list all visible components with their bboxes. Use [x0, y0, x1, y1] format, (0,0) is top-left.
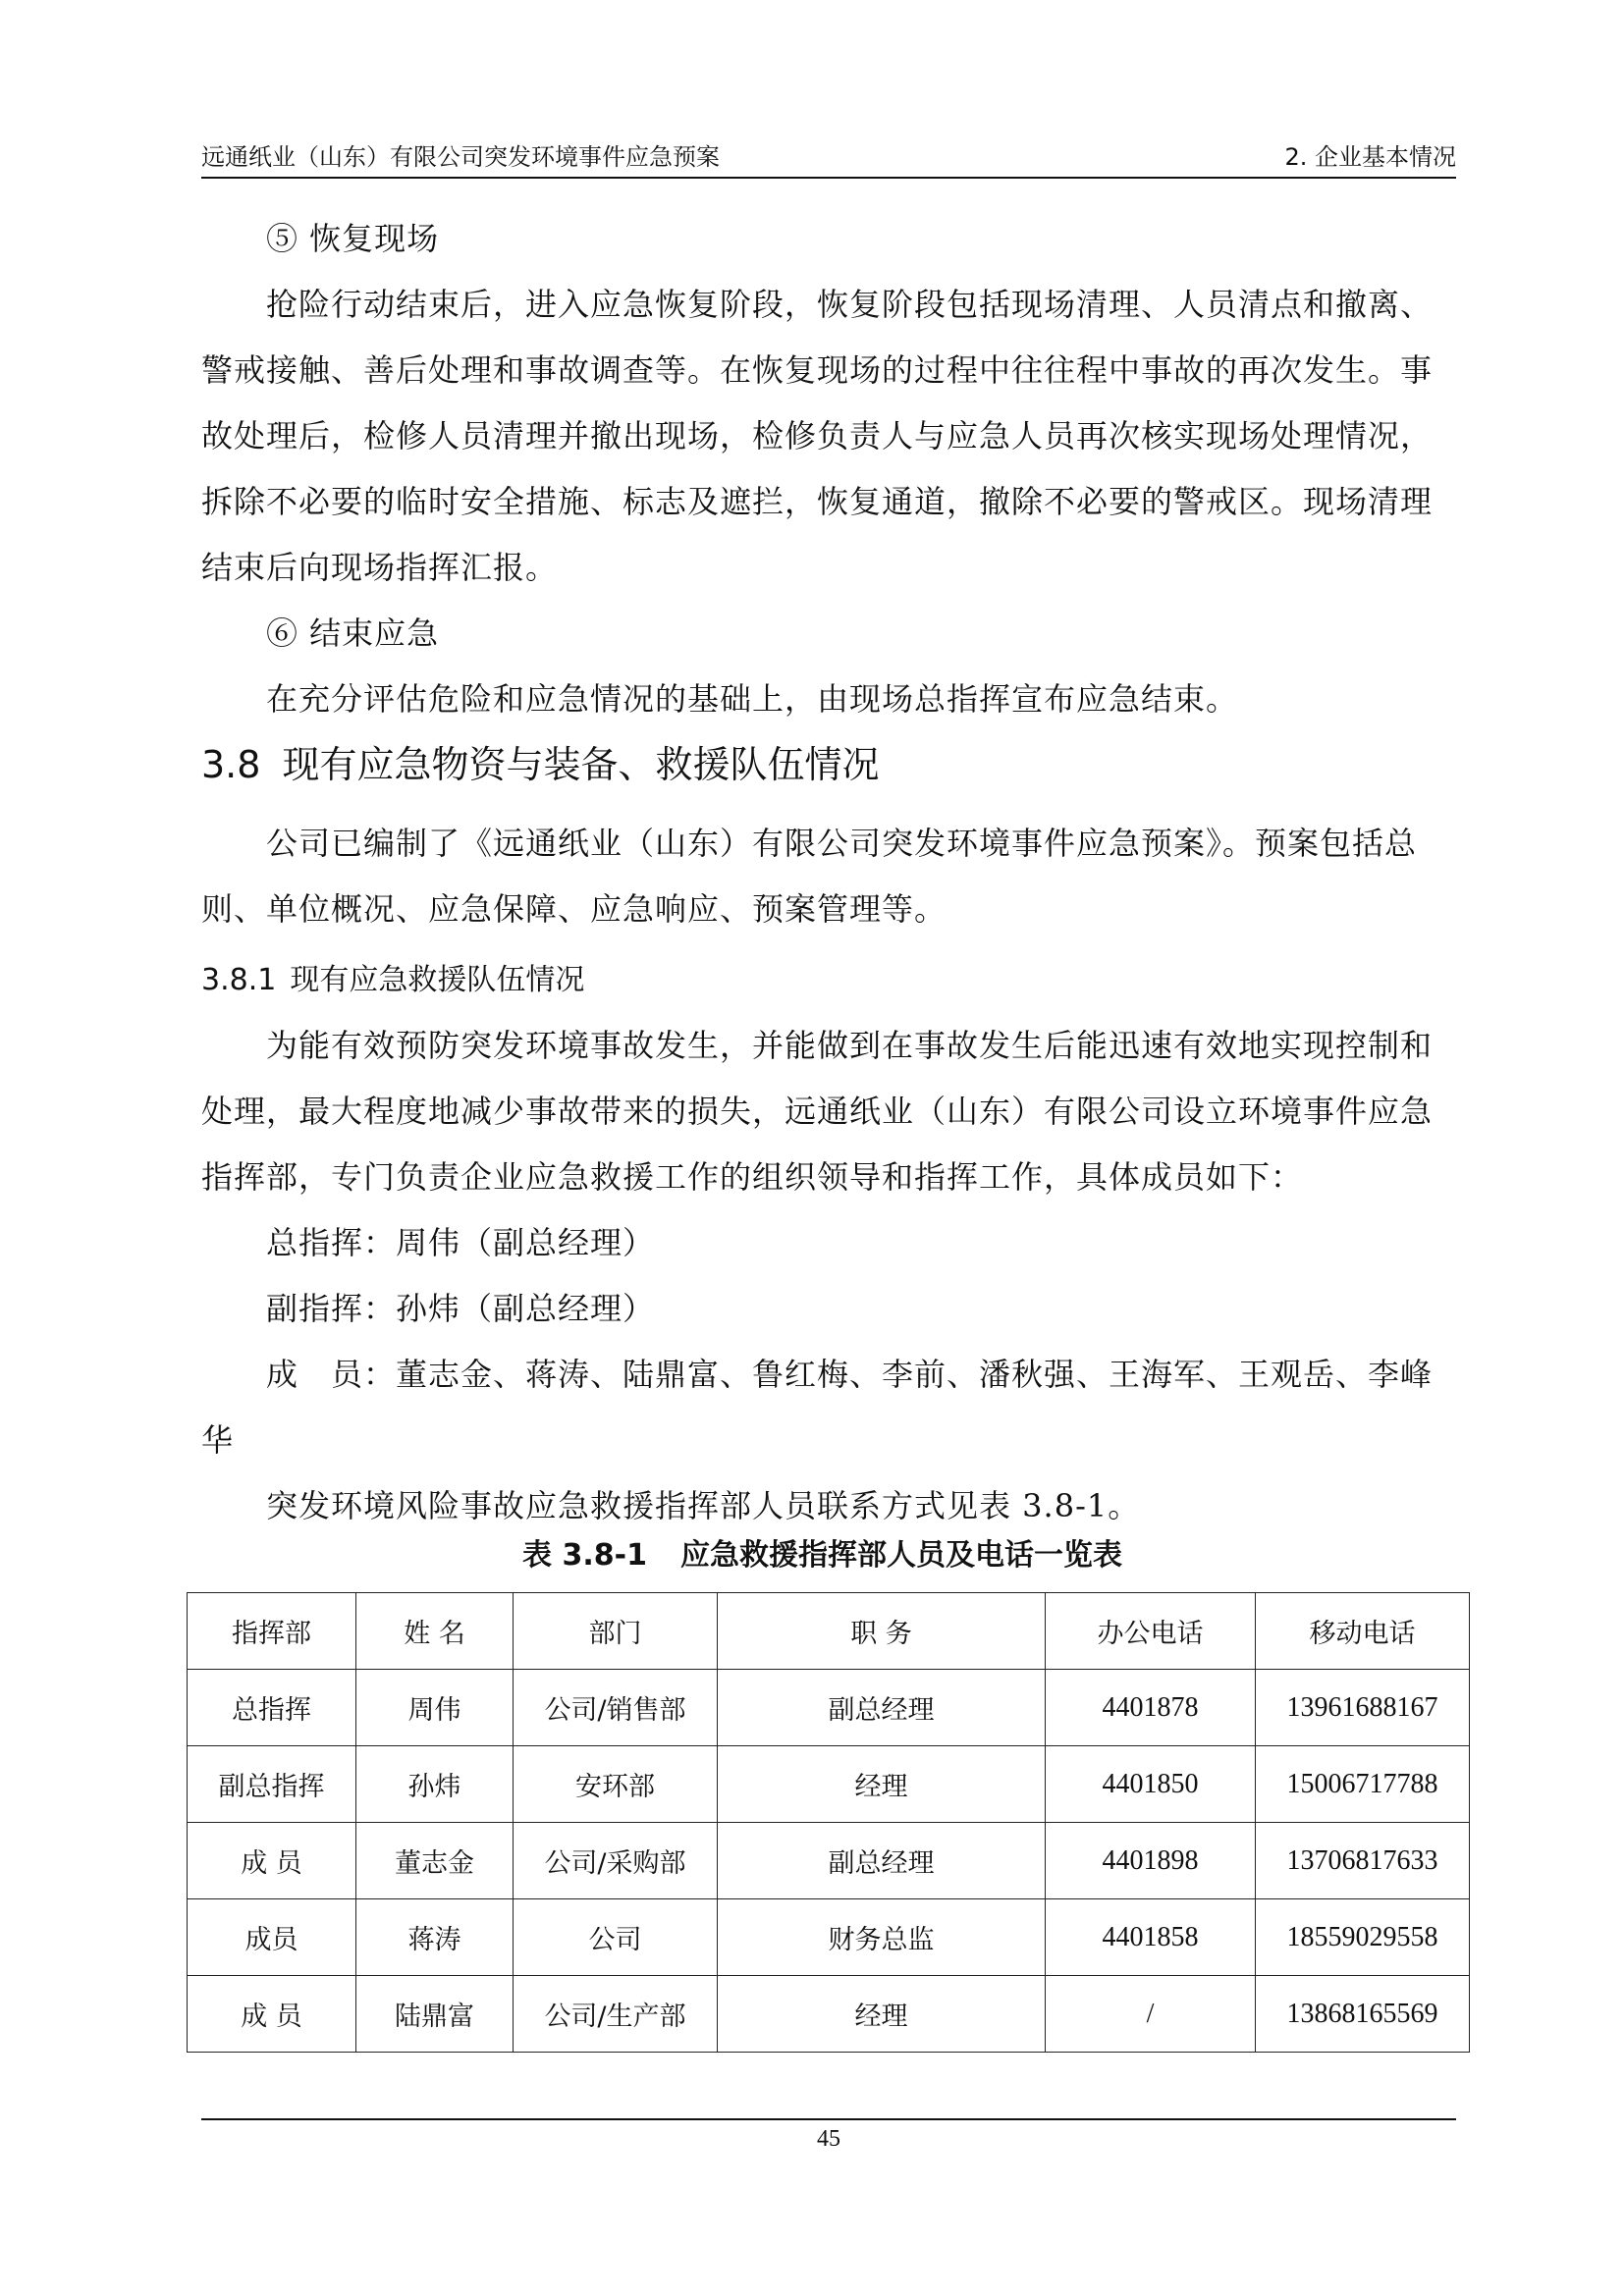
section-title: 现有应急物资与装备、救援队伍情况	[282, 743, 880, 786]
line-chief-commander: 总指挥：周伟（副总经理）	[266, 1224, 656, 1261]
contact-table	[187, 1592, 1470, 2053]
table-cell: 财务总监	[718, 1899, 1046, 1976]
table-cell: 公司/采购部	[514, 1823, 718, 1899]
table-title: 应急救援指挥部人员及电话一览表	[679, 1538, 1122, 1573]
recovery-section	[201, 206, 1443, 732]
table-cell: 副总经理	[718, 1670, 1046, 1746]
table-cell: 孙炜	[356, 1746, 514, 1823]
table-cell: 4401850	[1046, 1746, 1256, 1823]
table-cell: 周伟	[356, 1670, 514, 1746]
header-document-title: 远通纸业（山东）有限公司突发环境事件应急预案	[201, 143, 720, 171]
table-cell: 副总经理	[718, 1823, 1046, 1899]
table-row	[188, 1823, 1470, 1899]
table-cell: 成 员	[188, 1976, 356, 2053]
paragraph-end-emergency: 在充分评估危险和应急情况的基础上，由现场总指挥宣布应急结束。	[266, 680, 1239, 718]
line-members: 成 员：董志金、蒋涛、陆鼎富、鲁红梅、李前、潘秋强、王海军、王观岳、李峰华	[201, 1356, 1434, 1459]
table-header-cell: 指挥部	[188, 1593, 356, 1670]
table-number: 表 3.8-1	[522, 1538, 647, 1573]
table-cell: 13706817633	[1256, 1823, 1470, 1899]
table-cell: 成 员	[188, 1823, 356, 1899]
paragraph-command-structure: 为能有效预防突发环境事故发生，并能做到在事故发生后能迅速有效地实现控制和处理，最大程度地减少事故带来的损失，远通纸业（山东）有限公司设立环境事件应急指挥部，专门负责企业应急救援工作的组织领导和指挥工作，具体成员如下：	[201, 1027, 1434, 1196]
table-cell: 4401858	[1046, 1899, 1256, 1976]
table-cell: 公司/销售部	[514, 1670, 718, 1746]
table-cell: 公司/生产部	[514, 1976, 718, 2053]
section-heading-3-8	[201, 734, 879, 795]
table-cell: 公司	[514, 1899, 718, 1976]
table-cell: 安环部	[514, 1746, 718, 1823]
paragraph-restore-site: 抢险行动结束后，进入应急恢复阶段，恢复阶段包括现场清理、人员清点和撤离、警戒接触、善后处理和事故调查等。在恢复现场的过程中往往程中事故的再次发生。事故处理后，检修人员清理并撤出现场，检修负责人与应急人员再次核实现场处理情况，拆除不必要的临时安全措施、标志及遮拦，恢复通道，撤除不必要的警戒区。现场清理结束后向现场指挥汇报。	[201, 286, 1434, 586]
rescue-team-section	[201, 1013, 1443, 1539]
table-cell: 总指挥	[188, 1670, 356, 1746]
table-cell: 4401878	[1046, 1670, 1256, 1746]
item-end-emergency: ⑥ 结束应急	[266, 614, 440, 652]
table-header-row	[188, 1593, 1470, 1670]
table-caption	[201, 1531, 1443, 1580]
table-cell: /	[1046, 1976, 1256, 2053]
table-cell: 4401898	[1046, 1823, 1256, 1899]
table-row	[188, 1670, 1470, 1746]
table-cell: 副总指挥	[188, 1746, 356, 1823]
table-header-cell: 办公电话	[1046, 1593, 1256, 1670]
table-header-cell: 移动电话	[1256, 1593, 1470, 1670]
table-cell: 13961688167	[1256, 1670, 1470, 1746]
table-cell: 陆鼎富	[356, 1976, 514, 2053]
table-cell: 经理	[718, 1746, 1046, 1823]
header-rule	[201, 177, 1456, 179]
footer-rule	[201, 2118, 1456, 2120]
header-chapter-title: 2. 企业基本情况	[1284, 143, 1456, 171]
table-cell: 13868165569	[1256, 1976, 1470, 2053]
table-row	[188, 1976, 1470, 2053]
running-header	[201, 137, 1456, 177]
table-cell: 15006717788	[1256, 1746, 1470, 1823]
section-number: 3.8	[201, 743, 261, 786]
subsection-heading-3-8-1	[201, 954, 584, 1007]
table-row	[188, 1899, 1470, 1976]
plan-overview-section	[201, 811, 1443, 942]
page-number: 45	[817, 2126, 840, 2152]
subsection-title: 现有应急救援队伍情况	[290, 963, 585, 997]
item-restore-site: ⑤ 恢复现场	[266, 220, 440, 257]
table-cell: 成员	[188, 1899, 356, 1976]
table-row	[188, 1746, 1470, 1823]
paragraph-plan-overview: 公司已编制了《远通纸业（山东）有限公司突发环境事件应急预案》。预案包括总则、单位概况、应急保障、应急响应、预案管理等。	[201, 825, 1418, 928]
paragraph-table-reference: 突发环境风险事故应急救援指挥部人员联系方式见表 3.8-1。	[266, 1487, 1141, 1524]
line-deputy-commander: 副指挥：孙炜（副总经理）	[266, 1290, 656, 1327]
table-header-cell: 部门	[514, 1593, 718, 1670]
table-header-cell: 姓 名	[356, 1593, 514, 1670]
table-cell: 18559029558	[1256, 1899, 1470, 1976]
table-cell: 经理	[718, 1976, 1046, 2053]
table-header-cell: 职 务	[718, 1593, 1046, 1670]
table-cell: 董志金	[356, 1823, 514, 1899]
table-cell: 蒋涛	[356, 1899, 514, 1976]
subsection-number: 3.8.1	[201, 963, 277, 997]
